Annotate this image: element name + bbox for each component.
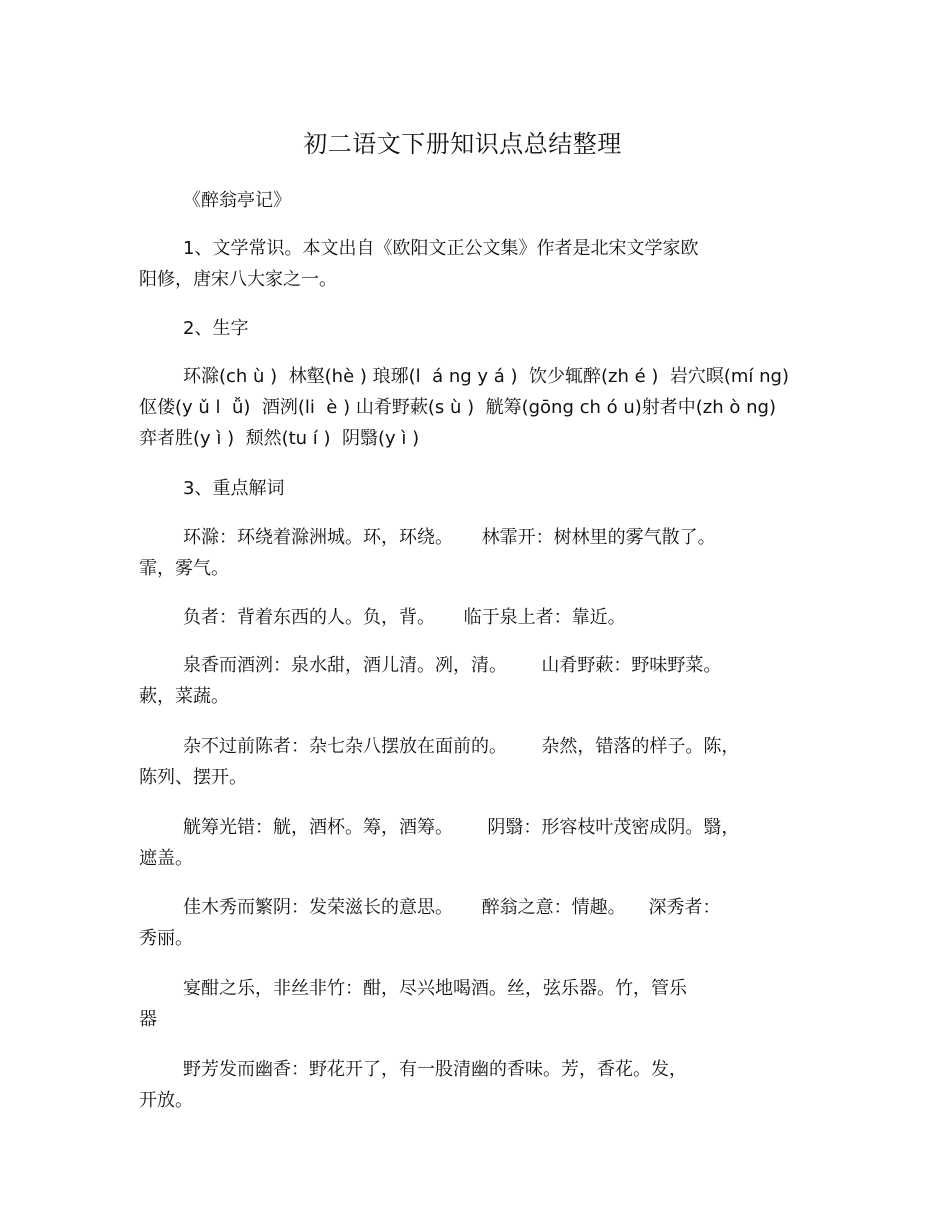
paragraph-line: 觥筹光错：觥，酒杯。筹，酒筹。 阴翳：形容枝叶茂密成阴。翳，	[183, 817, 740, 838]
word-explanation-paragraph	[139, 892, 899, 954]
paragraph-line: 环滁：环绕着滁洲城。环，环绕。 林霏开：树林里的雾气散了。	[183, 527, 716, 548]
paragraph-line: 杂不过前陈者：杂七杂八摆放在面前的。 杂然，错落的样子。陈，	[183, 736, 740, 757]
paragraph-line: 野芳发而幽香：野花开了，有一股清幽的香味。芳，香花。发，	[183, 1059, 687, 1080]
paragraph-line: 开放。	[139, 1090, 193, 1111]
word-explanation-paragraph	[139, 650, 899, 712]
paragraph-line: 佳木秀而繁阴：发荣滋长的意思。 醉翁之意：情趣。 深秀者：	[183, 897, 721, 918]
paragraph-line: 宴酣之乐，非丝非竹：酣，尽兴地喝酒。丝，弦乐器。竹，管乐	[183, 978, 687, 999]
paragraph-line: 器	[139, 1009, 157, 1030]
word-explanation-paragraph	[139, 812, 899, 874]
page-title: 初二语文下册知识点总结整理	[303, 130, 622, 158]
word-explanation-paragraph	[139, 731, 899, 793]
section-heading-new-words: 2、生字	[183, 318, 249, 339]
section-heading-key-words: 3、重点解词	[183, 478, 285, 499]
paragraph-line: 蔌，菜蔬。	[139, 686, 229, 707]
paragraph-line: 负者：背着东西的人。负，背。 临于泉上者：靠近。	[183, 607, 626, 628]
paragraph-line: 伛偻(y ǔ l ǚ) 酒洌(li è ) 山肴野蔌(s ù ) 觥筹(gōng ch ó u)射者中(zh ò ng)	[139, 397, 776, 418]
literary-knowledge-paragraph	[139, 233, 899, 295]
lesson-title: 《醉翁亭记》	[183, 190, 291, 211]
word-explanation-paragraph	[139, 973, 899, 1035]
paragraph-line: 霏，雾气。	[139, 558, 229, 579]
word-explanation-paragraph	[139, 1054, 899, 1116]
pinyin-paragraph	[139, 361, 899, 454]
paragraph-line: 遮盖。	[139, 848, 193, 869]
paragraph-line: 1、文学常识。本文出自《欧阳文正公文集》作者是北宋文学家欧	[183, 238, 699, 259]
paragraph-line: 弈者胜(y ì ) 颓然(tu í ) 阴翳(y ì )	[139, 428, 420, 449]
word-explanation-paragraph	[139, 602, 899, 633]
paragraph-line: 阳修，唐宋八大家之一。	[139, 269, 337, 290]
word-explanation-paragraph	[139, 522, 899, 584]
paragraph-line: 陈列、摆开。	[139, 767, 247, 788]
paragraph-line: 环滁(ch ù ) 林壑(hè ) 琅琊(l á ng y á ) 饮少辄醉(zh é ) 岩穴暝(mí ng)	[183, 366, 789, 387]
paragraph-line: 泉香而酒洌：泉水甜，酒儿清。冽，清。 山肴野蔌：野味野菜。	[183, 655, 722, 676]
paragraph-line: 秀丽。	[139, 928, 193, 949]
